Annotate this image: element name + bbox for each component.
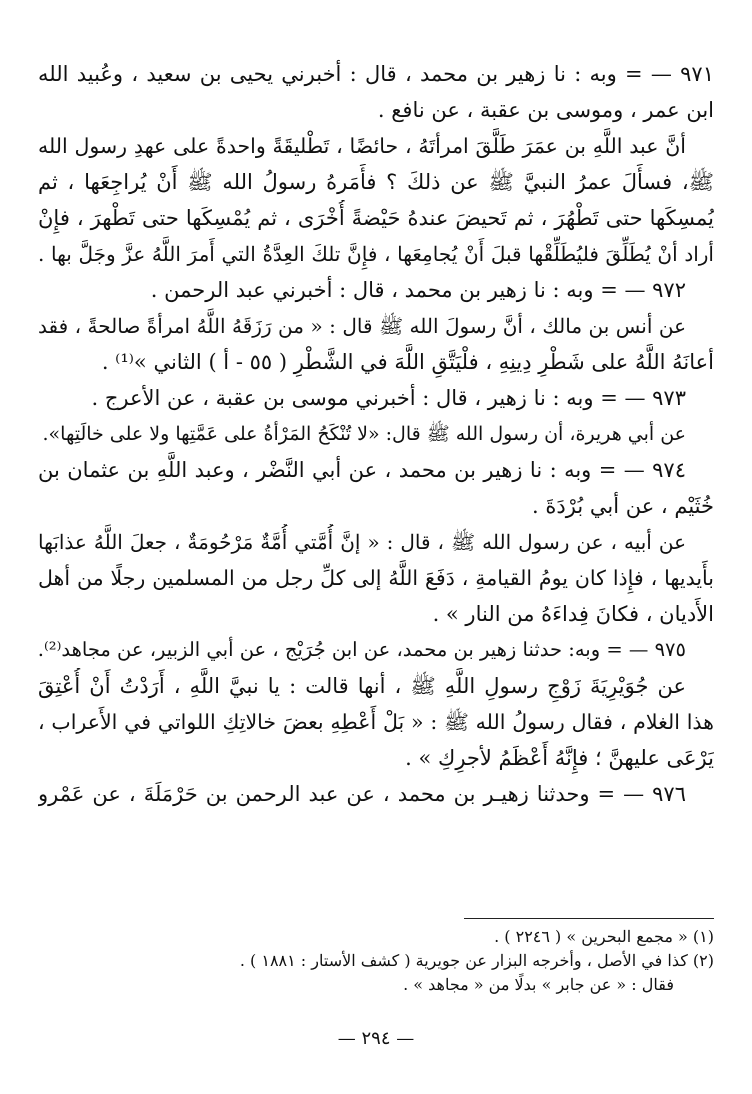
hadith-972-matn [38, 308, 714, 380]
text-line: ٩٧١ — = وبه : نا زهير بن محمد ، قال : أخبرني يحيى بن سعيد ، وعُبيد الله [38, 62, 714, 86]
footnote-divider [464, 918, 714, 919]
hadith-971 [38, 56, 714, 128]
text-line: عن أبي هريرة، أن رسول الله ﷺ قال: «لا تُنْكَحُ المَرْأةُ على عَمَّتِها ولا على خالَتِها». [42, 423, 686, 445]
text-line: هذا الغلام ، فقال رسولُ الله ﷺ : « بَلْ أَعْطِهِ بعضَ خالاتِكِ اللواتي في الأَعراب ، [38, 710, 714, 734]
hadith-973-matn [38, 416, 714, 452]
text-line: ٩٧٣ — = وبه : نا زهير ، قال : أخبرني موسى بن عقبة ، عن الأعرج . [91, 386, 686, 410]
footnote-1: (١) « مجمع البحرين » ( ٢٢٤٦ ) . [494, 927, 714, 946]
text-line: خُثَيْم ، عن أبي بُرْدَةَ . [532, 494, 714, 518]
hadith-976 [38, 776, 714, 812]
text-line: ابن عمر ، وموسى بن عقبة ، عن نافع . [377, 98, 714, 122]
text-line: عن أبيه ، عن رسول الله ﷺ ، قال : « إنَّ أُمَّتي أُمَّةٌ مَرْحُومَةٌ ، جعلَ اللَّهُ عذابَها [38, 530, 686, 554]
text-line: عن أنس بن مالك ، أنَّ رسولَ الله ﷺ قال : « من رَزَقَهُ اللَّهُ امرأةً صالحةً ، فقد [38, 314, 686, 338]
footnote-2-continuation: فقال : « عن جابر » بدلًا من « مجاهد » . [403, 975, 674, 994]
hadith-973 [38, 380, 714, 416]
text-line: أنَّ عبد اللَّهِ بن عمَرَ طَلَّقَ امرأتَهُ ، حائضًا ، تَطْليقَةً واحدةً على عهدِ رسول الله [38, 134, 686, 158]
text-line: بأَيديها ، فإِذا كان يومُ القيامةِ ، دَفَعَ اللَّهُ إلى كلِّ رجل من المسلمين رجلًا من أهل [38, 566, 714, 590]
footnotes [38, 918, 714, 997]
text-line: ٩٧٢ — = وبه : نا زهير بن محمد ، قال : أخبرني عبد الرحمن . [150, 278, 686, 302]
text-line: أراد أنْ يُطَلِّقَ فليُطَلِّقْها قبلَ أَنْ يُجامِعَها ، فإِنَّ تلكَ العِدَّةُ التي أَمرَ اللَّهُ عزَّ وجَلَّ بها . [38, 242, 714, 266]
footnote-2: (٢) كذا في الأصل ، وأخرجه البزار عن جويرية ( كشف الأستار : ١٨٨١ ) . [239, 951, 714, 970]
hadith-974 [38, 452, 714, 524]
page-number: — ٢٩٤ — [337, 1028, 415, 1049]
hadith-972 [38, 272, 714, 308]
text-line: الأَديان ، فكانَ فِداءَهُ من النار » . [432, 602, 714, 626]
text-line: ٩٧٦ — = وحدثنا زهيـر بن محمد ، عن عبد الرحمن بن حَرْمَلَةَ ، عن عَمْرو [38, 782, 686, 806]
text-line: ٩٧٤ — = وبه : نا زهير بن محمد ، عن أبي النَّضْر ، وعبد اللَّهِ بن عثمان بن [38, 458, 686, 482]
text-line: أعانَهُ اللَّهُ على شَطْرِ دِينِهِ ، فلْيَتَّقِ اللَّهَ في الشَّطْرِ ( ٥٥ - أ ) الثاني »⁽¹⁾ . [101, 350, 714, 374]
hadith-975-matn [38, 668, 714, 776]
text-line: ﷺ، فسأَلَ عمرُ النبيَّ ﷺ عن ذلكَ ؟ فأَمَرهُ رسولُ الله ﷺ أَنْ يُراجِعَها ، ثم [38, 170, 714, 194]
hadith-974-matn [38, 524, 714, 632]
text-line: ٩٧٥ — = وبه: حدثنا زهير بن محمد، عن ابن جُرَيْج ، عن أبي الزبير، عن مجاهد⁽²⁾. [38, 638, 686, 661]
text-line: يَرْعَى عليهنَّ ؛ فإِنَّهُ أَعْظَمُ لأجرِكِ » . [405, 746, 714, 770]
hadith-971-matn [38, 128, 714, 272]
hadith-975 [38, 632, 714, 668]
text-line: يُمسِكَها حتى تَطْهُرَ ، ثم تَحيضَ عندهُ حَيْضةً أُخْرَى ، ثم يُمْسِكَها حتى تَطْهرَ ، فإِنْ [38, 206, 714, 230]
text-line: عن جُوَيْرِيَةَ زَوْجِ رسولِ اللَّهِ ﷺ ، أنها قالت : يا نبيَّ اللَّهِ ، أَرَدْتُ أَنْ أُعْتِقَ [38, 674, 686, 698]
